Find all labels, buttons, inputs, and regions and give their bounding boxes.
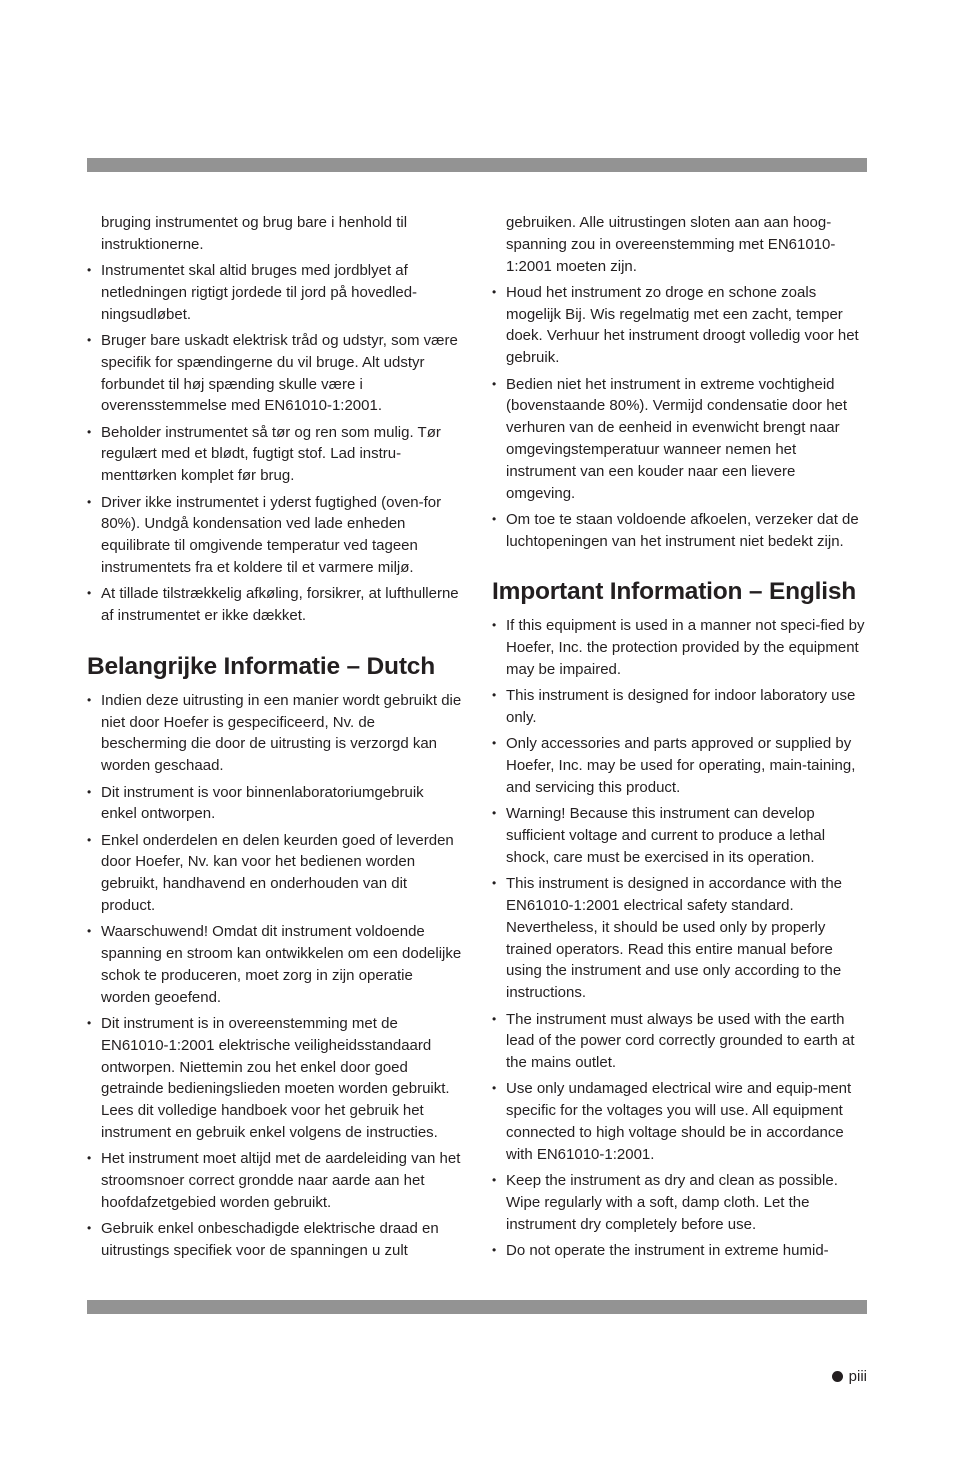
- right-column: [492, 212, 867, 1266]
- list-item: • Driver ikke instrumentet i yderst fugtighed (oven-for 80%). Undgå kondensation ved lade enheden equilibrate til omgivende temperatur ved tageen instrumentets fra et koldere til et varmere miljø.: [87, 492, 462, 579]
- section-heading-english: Important Information – English: [492, 578, 857, 606]
- list-item: • Only accessories and parts approved or supplied by Hoefer, Inc. may be used for operating, main-taining, and servicing this product.: [492, 733, 867, 798]
- list-item: • Dit instrument is in overeenstemming met de EN61010-1:2001 elektrische veiligheidsstandaard ontworpen. Niettemin zou het enkel door goed getrainde bedieningslieden moeten worden gebruikt. Lees dit volledige handboek voor het gebruik het instrument en gebruik enkel volgens de instructies.: [87, 1013, 462, 1144]
- page-footer: [832, 1368, 867, 1385]
- list-item: • Waarschuwend! Omdat dit instrument voldoende spanning en stroom kan ontwikkelen om een dodelijke schok te produceren, moet zorg in zijn operatie worden geoefend.: [87, 921, 462, 1008]
- list-item: • The instrument must always be used with the earth lead of the power cord correctly grounded to earth at the mains outlet.: [492, 1009, 867, 1074]
- list-item: • If this equipment is used in a manner not speci-fied by Hoefer, Inc. the protection provided by the equipment may be impaired.: [492, 615, 867, 680]
- list-item: • Gebruik enkel onbeschadigde elektrische draad en uitrustings specifiek voor de spanningen u zult: [87, 1218, 462, 1262]
- list-item: • Enkel onderdelen en delen keurden goed of leverden door Hoefer, Nv. kan voor het bedienen worden gebruikt, handhavend en onderhouden van dit product.: [87, 830, 462, 917]
- list-item: • Keep the instrument as dry and clean as possible. Wipe regularly with a soft, damp cloth. Let the instrument dry completely before use.: [492, 1170, 867, 1235]
- list-item: • Om toe te staan voldoende afkoelen, verzeker dat de luchtopeningen van het instrument niet bedekt zijn.: [492, 509, 867, 553]
- list-item: • Het instrument moet altijd met de aardeleiding van het stroomsnoer correct grondde naar aarde aan het hoofdafzetgebied worden gebruikt.: [87, 1148, 462, 1213]
- list-item: • Warning! Because this instrument can develop sufficient voltage and current to produce a lethal shock, care must be exercised in its operation.: [492, 803, 867, 868]
- list-item: • Bruger bare uskadt elektrisk tråd og udstyr, som være specifik for spændingerne du vil bruge. Alt udstyr forbundet til høj spænding skulle være i overensstemmelse med EN61010-1:2001.: [87, 330, 462, 417]
- list-item: • Beholder instrumentet så tør og ren som mulig. Tør regulært med et blødt, fugtigt stof. Lad instru-menttørken komplet før brug.: [87, 422, 462, 487]
- bullet-dot-icon: [832, 1371, 843, 1382]
- section-heading-dutch: Belangrijke Informatie – Dutch: [87, 652, 435, 680]
- list-item: • At tillade tilstrækkelig afkøling, forsikrer, at lufthullerne af instrumentet er ikke dækket.: [87, 583, 462, 627]
- bottom-rule: [87, 1300, 867, 1314]
- list-item: • Dit instrument is voor binnenlaboratoriumgebruik enkel ontworpen.: [87, 782, 462, 826]
- list-item: • Houd het instrument zo droge en schone zoals mogelijk Bij. Wis regelmatig met een zacht, temper doek. Verhuur het instrument droogt volledig voor het gebruik.: [492, 282, 867, 369]
- list-item: • Use only undamaged electrical wire and equip-ment specific for the voltages you will use. All equipment connected to high voltage should be in accordance with EN61010-1:2001.: [492, 1078, 867, 1165]
- list-item: • This instrument is designed in accordance with the EN61010-1:2001 electrical safety standard. Nevertheless, it should be used only by properly trained operators. Read this entire manual before using the instrument and use only according to the instructions.: [492, 873, 867, 1004]
- continued-paragraph: gebruiken. Alle uitrustingen sloten aan aan hoog-spanning zou in overeenstemming met EN61010-1:2001 moeten zijn.: [506, 214, 836, 275]
- continued-paragraph: bruging instrumentet og brug bare i henhold til instruktionerne.: [101, 214, 408, 253]
- list-item: • This instrument is designed for indoor laboratory use only.: [492, 685, 867, 729]
- page-number: piii: [848, 1368, 867, 1385]
- list-item: • Instrumentet skal altid bruges med jordblyet af netledningen rigtigt jordede til jord på hovedled-ningsudløbet.: [87, 260, 462, 325]
- left-column: [87, 212, 462, 1266]
- top-rule: [87, 158, 867, 172]
- list-item: • Do not operate the instrument in extreme humid-: [492, 1240, 867, 1262]
- list-item: • Bedien niet het instrument in extreme vochtigheid (bovenstaande 80%). Vermijd condensatie door het verhuren van de eenheid in evenwicht brengt naar omgevingstemperatuur wanneer nemen het instrument van een kouder naar een lievere omgeving.: [492, 374, 867, 505]
- list-item: • Indien deze uitrusting in een manier wordt gebruikt die niet door Hoefer is gespecificeerd, Nv. de bescherming die door de uitrusting is verzorgd kan worden geschaad.: [87, 690, 462, 777]
